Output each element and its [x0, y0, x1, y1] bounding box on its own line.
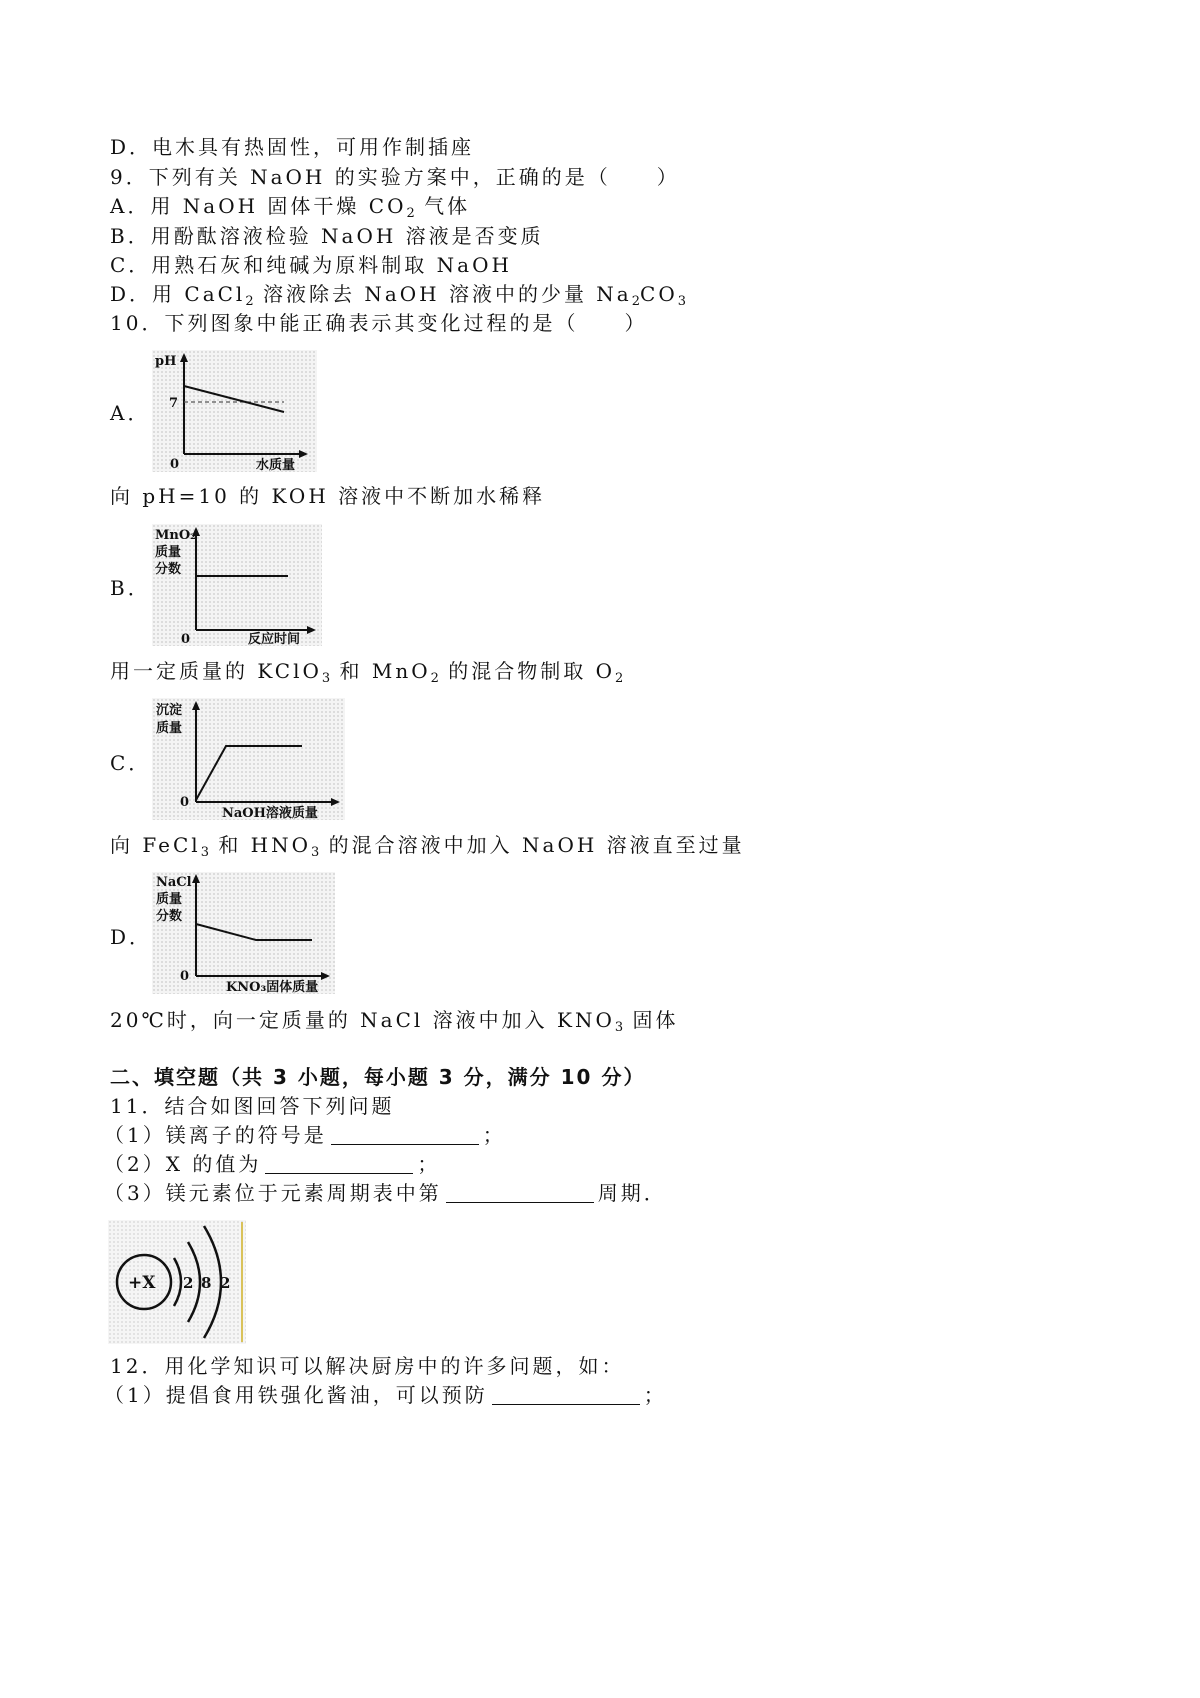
- q11-2-text: （2）X 的值为: [104, 1152, 262, 1176]
- graph-b-origin: 0: [181, 632, 191, 646]
- shell-2-electrons: 8: [201, 1274, 212, 1292]
- b-desc-2: 和 MnO: [330, 659, 431, 683]
- q12-part-1: [104, 1383, 667, 1407]
- graph-a-ytick-7: 7: [169, 396, 179, 411]
- graph-b-ylabel-2: 质量: [155, 545, 182, 560]
- shell-3-electrons: 2: [220, 1274, 231, 1292]
- q12-stem: 12．用化学知识可以解决厨房中的许多问题，如：: [110, 1354, 625, 1378]
- q9d-text-1: D．用 CaCl: [110, 282, 246, 306]
- graph-b: [152, 524, 322, 646]
- q9a-sub: 2: [406, 206, 415, 221]
- graph-a-ylabel: pH: [155, 354, 177, 369]
- c-desc-3: 的混合溶液中加入 NaOH 溶液直至过量: [319, 833, 745, 857]
- q9a-text: A．用 NaOH 固体干燥 CO: [110, 194, 407, 218]
- q9d-sub-2: 2: [631, 294, 641, 309]
- graph-a: [152, 350, 317, 472]
- b-desc-sub-2: 2: [430, 671, 439, 686]
- graph-c-curve: [196, 746, 302, 800]
- graph-b-ylabel-3: 分数: [155, 562, 182, 577]
- c-desc-1: 向 FeCl: [110, 833, 201, 857]
- graph-c: [152, 698, 345, 820]
- c-desc-2: 和 HNO: [208, 833, 312, 857]
- q12-1-answer-blank[interactable]: [492, 1384, 640, 1405]
- q10-a-label: A．: [110, 401, 151, 425]
- q9d-text-3: CO: [640, 282, 678, 306]
- graph-d-x-arrow: [321, 972, 330, 980]
- graph-d-ylabel-2: 质量: [156, 892, 183, 907]
- b-desc-sub-3: 2: [615, 671, 624, 686]
- q11-part-2: [104, 1152, 440, 1176]
- graph-c-xlabel: NaOH溶液质量: [222, 806, 318, 820]
- graph-b-x-arrow: [307, 626, 316, 634]
- q11-part-3: [104, 1181, 667, 1205]
- q11-part-1: [104, 1123, 506, 1147]
- atom-nucleus-label: +X: [128, 1273, 156, 1293]
- c-desc-sub-1: 3: [200, 845, 209, 860]
- graph-c-y-arrow: [192, 701, 200, 710]
- q11-3-end: 周期．: [597, 1181, 667, 1205]
- q10-c-description: [110, 833, 745, 865]
- b-desc-3: 的混合物制取 O: [438, 659, 616, 683]
- q11-1-answer-blank[interactable]: [331, 1124, 479, 1145]
- q10-b-description: [110, 659, 623, 691]
- q9-option-d: [110, 282, 686, 314]
- graph-d-y-arrow: [192, 874, 200, 883]
- q9d-sub-3: 3: [677, 294, 686, 309]
- q11-2-end: ；: [417, 1152, 441, 1176]
- b-desc-1: 用一定质量的 KClO: [110, 659, 322, 683]
- q10-b-label: B．: [110, 576, 151, 600]
- q12-1-text: （1）提倡食用铁强化酱油，可以预防: [104, 1383, 488, 1407]
- q10-d-description: [110, 1008, 679, 1040]
- q10-a-description: 向 pH=10 的 KOH 溶液中不断加水稀释: [110, 484, 546, 508]
- graph-c-ylabel-1: 沉淀: [156, 703, 183, 718]
- graph-b-ylabel-1: MnO₂: [155, 528, 196, 543]
- shell-1-electrons: 2: [183, 1274, 194, 1292]
- q11-2-answer-blank[interactable]: [265, 1153, 413, 1174]
- d-desc-1: 20℃时，向一定质量的 NaCl 溶液中加入 KNO: [110, 1008, 615, 1032]
- electron-shell-1: [174, 1258, 181, 1306]
- q10-d-label: D．: [110, 925, 153, 949]
- q9-stem: 9．下列有关 NaOH 的实验方案中，正确的是（ ）: [110, 165, 680, 189]
- graph-d-ylabel-1: NaCl: [156, 875, 192, 890]
- q11-3-answer-blank[interactable]: [446, 1182, 594, 1203]
- d-desc-sub-1: 3: [614, 1020, 624, 1035]
- graph-a-curve: [184, 386, 284, 412]
- q9-option-b: B．用酚酞溶液检验 NaOH 溶液是否变质: [110, 224, 544, 248]
- d-desc-2: 固体: [623, 1008, 679, 1032]
- q8-option-d: D．电木具有热固性，可用作制插座: [110, 135, 475, 159]
- graph-d-xlabel: KNO₃固体质量: [226, 980, 319, 994]
- graph-a-origin: 0: [170, 457, 180, 472]
- q11-1-text: （1）镁离子的符号是: [104, 1123, 327, 1147]
- graph-c-ylabel-2: 质量: [156, 721, 183, 736]
- graph-a-y-arrow: [180, 353, 188, 362]
- q11-3-text: （3）镁元素位于元素周期表中第: [104, 1181, 442, 1205]
- q10-stem: 10．下列图象中能正确表示其变化过程的是（ ）: [110, 311, 648, 335]
- q11-1-end: ；: [482, 1123, 506, 1147]
- graph-c-origin: 0: [180, 795, 190, 810]
- graph-b-xlabel: 反应时间: [248, 632, 301, 646]
- graph-d-ylabel-3: 分数: [156, 909, 183, 924]
- graph-d: [152, 872, 335, 994]
- b-desc-sub-1: 3: [321, 671, 331, 686]
- q9d-sub-1: 2: [245, 294, 254, 309]
- graph-c-x-arrow: [331, 798, 340, 806]
- section-2-heading: 二、填空题（共 3 小题，每小题 3 分，满分 10 分）: [110, 1065, 646, 1089]
- q11-stem: 11．结合如图回答下列问题: [110, 1094, 395, 1118]
- graph-a-xlabel: 水质量: [256, 458, 296, 472]
- graph-d-curve: [196, 924, 312, 940]
- graph-a-x-arrow: [299, 450, 308, 458]
- graph-d-origin: 0: [180, 969, 190, 984]
- c-desc-sub-2: 3: [311, 845, 320, 860]
- magnesium-atom-diagram: [108, 1220, 246, 1344]
- q9a-tail: 气体: [414, 194, 471, 218]
- q9d-text-2: 溶液除去 NaOH 溶液中的少量 Na: [253, 282, 632, 306]
- q9-option-c: C．用熟石灰和纯碱为原料制取 NaOH: [110, 253, 512, 277]
- q12-1-end: ；: [643, 1383, 667, 1407]
- q10-c-label: C．: [110, 751, 152, 775]
- q9-option-a: [110, 194, 470, 226]
